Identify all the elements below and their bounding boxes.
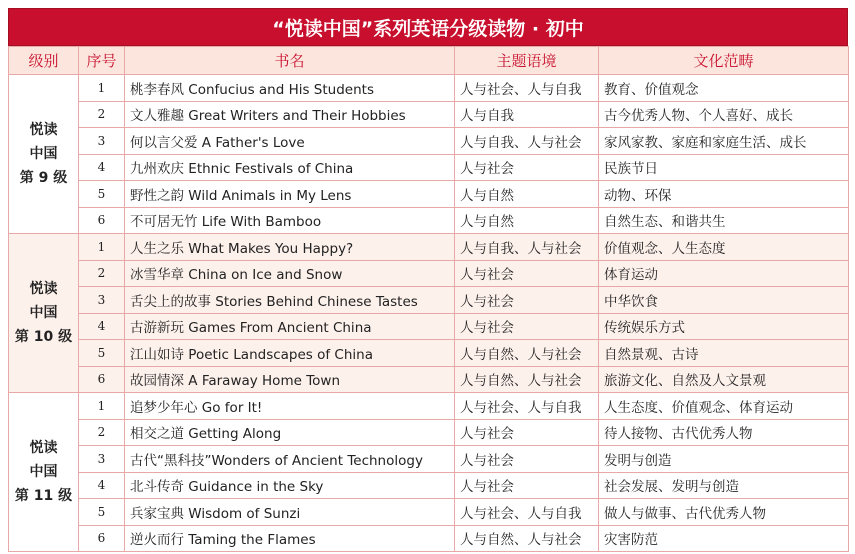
- culture-cell: 做人与做事、古代优秀人物: [599, 499, 849, 526]
- culture-cell: 民族节日: [599, 154, 849, 181]
- header-theme-context: 主题语境: [455, 47, 599, 75]
- culture-cell: 社会发展、发明与创造: [599, 472, 849, 499]
- book-title-cell: 江山如诗 Poetic Landscapes of China: [125, 340, 455, 367]
- table-row: [9, 234, 849, 261]
- culture-cell: 传统娱乐方式: [599, 313, 849, 340]
- number-cell: 5: [79, 499, 125, 526]
- number-cell: 1: [79, 75, 125, 102]
- number-cell: 2: [79, 419, 125, 446]
- culture-cell: 旅游文化、自然及人文景观: [599, 366, 849, 393]
- book-title-cell: 逆火而行 Taming the Flames: [125, 525, 455, 552]
- level-label-line: 第 9 级: [19, 170, 68, 186]
- culture-cell: 发明与创造: [599, 446, 849, 473]
- book-title-cell: 古游新玩 Games From Ancient China: [125, 313, 455, 340]
- culture-cell: 教育、价值观念: [599, 75, 849, 102]
- table-row: [9, 419, 849, 446]
- header-book-title: 书名: [125, 47, 455, 75]
- book-title-cell: 追梦少年心 Go for It!: [125, 393, 455, 420]
- header-level: 级别: [9, 47, 79, 75]
- level-cell: [9, 75, 79, 234]
- header-number: 序号: [79, 47, 125, 75]
- theme-cell: 人与社会: [455, 287, 599, 314]
- number-cell: 3: [79, 446, 125, 473]
- number-cell: 5: [79, 181, 125, 208]
- book-title-cell: 相交之道 Getting Along: [125, 419, 455, 446]
- culture-cell: 中华饮食: [599, 287, 849, 314]
- level-label-line: 第 11 级: [14, 488, 73, 504]
- book-title-cell: 文人雅趣 Great Writers and Their Hobbies: [125, 101, 455, 128]
- theme-cell: 人与自然: [455, 181, 599, 208]
- number-cell: 1: [79, 393, 125, 420]
- reading-list-table-container: [8, 8, 848, 552]
- number-cell: 2: [79, 101, 125, 128]
- book-title-cell: 不可居无竹 Life With Bamboo: [125, 207, 455, 234]
- table-row: [9, 207, 849, 234]
- level-label-line: 悦读: [29, 122, 58, 138]
- table-row: [9, 499, 849, 526]
- book-table: [8, 46, 849, 552]
- table-row: [9, 260, 849, 287]
- table-row: [9, 366, 849, 393]
- book-title-cell: 兵家宝典 Wisdom of Sunzi: [125, 499, 455, 526]
- number-cell: 1: [79, 234, 125, 261]
- level-label-line: 中国: [29, 464, 58, 480]
- book-title-cell: 故园情深 A Faraway Home Town: [125, 366, 455, 393]
- theme-cell: 人与社会、人与自我: [455, 393, 599, 420]
- table-row: [9, 128, 849, 155]
- number-cell: 4: [79, 313, 125, 340]
- book-title-cell: 人生之乐 What Makes You Happy?: [125, 234, 455, 261]
- header-row: [9, 47, 849, 75]
- culture-cell: 灾害防范: [599, 525, 849, 552]
- culture-cell: 体育运动: [599, 260, 849, 287]
- table-row: [9, 181, 849, 208]
- culture-cell: 动物、环保: [599, 181, 849, 208]
- header-culture-category: 文化范畴: [599, 47, 849, 75]
- theme-cell: 人与社会: [455, 446, 599, 473]
- table-row: [9, 340, 849, 367]
- culture-cell: 人生态度、价值观念、体育运动: [599, 393, 849, 420]
- table-row: [9, 393, 849, 420]
- level-cell: [9, 393, 79, 552]
- theme-cell: 人与社会: [455, 472, 599, 499]
- theme-cell: 人与社会: [455, 154, 599, 181]
- book-title-cell: 桃李春风 Confucius and His Students: [125, 75, 455, 102]
- table-row: [9, 101, 849, 128]
- number-cell: 4: [79, 154, 125, 181]
- theme-cell: 人与自然、人与社会: [455, 340, 599, 367]
- culture-cell: 自然生态、和谐共生: [599, 207, 849, 234]
- number-cell: 2: [79, 260, 125, 287]
- book-title-cell: 舌尖上的故事 Stories Behind Chinese Tastes: [125, 287, 455, 314]
- level-label-line: 中国: [29, 146, 58, 162]
- theme-cell: 人与社会: [455, 260, 599, 287]
- level-label-line: 第 10 级: [14, 329, 73, 345]
- theme-cell: 人与自然、人与社会: [455, 525, 599, 552]
- level-cell: [9, 234, 79, 393]
- table-body: [9, 75, 849, 552]
- table-row: [9, 472, 849, 499]
- number-cell: 6: [79, 366, 125, 393]
- book-title-cell: 何以言父爱 A Father's Love: [125, 128, 455, 155]
- table-row: [9, 446, 849, 473]
- theme-cell: 人与自然: [455, 207, 599, 234]
- theme-cell: 人与社会: [455, 419, 599, 446]
- book-title-cell: 野性之韵 Wild Animals in My Lens: [125, 181, 455, 208]
- theme-cell: 人与自我、人与社会: [455, 234, 599, 261]
- number-cell: 6: [79, 207, 125, 234]
- theme-cell: 人与自然、人与社会: [455, 366, 599, 393]
- table-row: [9, 287, 849, 314]
- culture-cell: 价值观念、人生态度: [599, 234, 849, 261]
- culture-cell: 自然景观、古诗: [599, 340, 849, 367]
- book-title-cell: 古代“黑科技”Wonders of Ancient Technology: [125, 446, 455, 473]
- number-cell: 3: [79, 128, 125, 155]
- theme-cell: 人与社会: [455, 313, 599, 340]
- theme-cell: 人与自我、人与社会: [455, 128, 599, 155]
- number-cell: 4: [79, 472, 125, 499]
- number-cell: 3: [79, 287, 125, 314]
- culture-cell: 待人接物、古代优秀人物: [599, 419, 849, 446]
- table-row: [9, 154, 849, 181]
- culture-cell: 家风家教、家庭和家庭生活、成长: [599, 128, 849, 155]
- table-row: [9, 525, 849, 552]
- number-cell: 5: [79, 340, 125, 367]
- table-row: [9, 75, 849, 102]
- culture-cell: 古今优秀人物、个人喜好、成长: [599, 101, 849, 128]
- book-title-cell: 九州欢庆 Ethnic Festivals of China: [125, 154, 455, 181]
- theme-cell: 人与自我: [455, 101, 599, 128]
- table-title: “悦读中国”系列英语分级读物 · 初中: [8, 8, 848, 46]
- number-cell: 6: [79, 525, 125, 552]
- level-label-line: 悦读: [29, 440, 58, 456]
- table-row: [9, 313, 849, 340]
- level-label-line: 中国: [29, 305, 58, 321]
- book-title-cell: 北斗传奇 Guidance in the Sky: [125, 472, 455, 499]
- level-label-line: 悦读: [29, 281, 58, 297]
- book-title-cell: 冰雪华章 China on Ice and Snow: [125, 260, 455, 287]
- theme-cell: 人与社会、人与自我: [455, 75, 599, 102]
- theme-cell: 人与社会、人与自我: [455, 499, 599, 526]
